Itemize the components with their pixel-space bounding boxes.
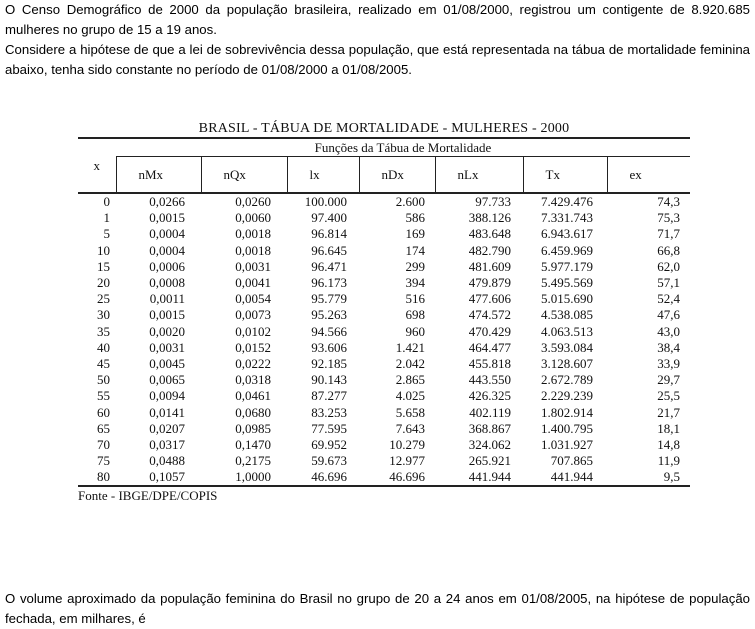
table-cell: 7.643 bbox=[395, 420, 425, 436]
table-cell: 0,0041 bbox=[235, 275, 271, 291]
table-cell: 40 bbox=[97, 339, 110, 355]
table-cell: 698 bbox=[405, 307, 425, 323]
table-row bbox=[78, 453, 690, 469]
table-cell: 1.400.795 bbox=[541, 420, 593, 436]
table-cell: 93.606 bbox=[311, 339, 347, 355]
table-row bbox=[78, 356, 690, 372]
table-cell: 96.173 bbox=[311, 275, 347, 291]
table-cell: 12.977 bbox=[389, 453, 425, 469]
table-cell: 0,1470 bbox=[235, 436, 271, 452]
column-header: nQx bbox=[201, 157, 287, 194]
table-cell: 4.538.085 bbox=[541, 307, 593, 323]
table-cell: 60 bbox=[97, 404, 110, 420]
table-row bbox=[78, 372, 690, 388]
table-cell: 20 bbox=[97, 275, 110, 291]
table-cell: 97.733 bbox=[475, 194, 511, 210]
table-cell: 69.952 bbox=[311, 436, 347, 452]
table-cell: 0,0152 bbox=[235, 339, 271, 355]
table-cell: 477.606 bbox=[468, 291, 511, 307]
table-row bbox=[78, 259, 690, 275]
table-cell: 96.814 bbox=[311, 226, 347, 242]
table-cell: 10 bbox=[97, 242, 110, 258]
table-cell: 70 bbox=[97, 436, 110, 452]
table-cell: 1.802.914 bbox=[541, 404, 593, 420]
table-cell: 0,0004 bbox=[149, 242, 185, 258]
table-cell: 5.977.179 bbox=[541, 258, 593, 274]
table-cell: 35 bbox=[97, 323, 110, 339]
table-cell: 1,0000 bbox=[201, 469, 287, 486]
table-cell: 0,0031 bbox=[235, 258, 271, 274]
table-cell: 97.400 bbox=[311, 210, 347, 226]
table-cell: 470.429 bbox=[468, 323, 511, 339]
table-cell: 75,3 bbox=[657, 210, 681, 226]
table-cell: 25 bbox=[97, 291, 110, 307]
table-cell: 426.325 bbox=[468, 388, 511, 404]
table-cell: 43,0 bbox=[657, 323, 681, 339]
table-cell: 46.696 bbox=[359, 469, 435, 486]
functions-subheader: Funções da Tábua de Mortalidade bbox=[116, 138, 690, 157]
table-cell: 100.000 bbox=[304, 194, 347, 210]
table-cell: 75 bbox=[97, 453, 110, 469]
table-cell: 1.421 bbox=[395, 339, 425, 355]
table-row bbox=[78, 469, 690, 486]
table-cell: 65 bbox=[97, 420, 110, 436]
table-cell: 474.572 bbox=[468, 307, 511, 323]
table-cell: 707.865 bbox=[550, 453, 593, 469]
table-cell: 18,1 bbox=[657, 420, 681, 436]
table-cell: 464.477 bbox=[468, 339, 511, 355]
table-cell: 2.229.239 bbox=[541, 388, 593, 404]
table-title: BRASIL - TÁBUA DE MORTALIDADE - MULHERES - 2000 bbox=[198, 121, 570, 136]
table-cell: 59.673 bbox=[311, 453, 347, 469]
table-cell: 481.609 bbox=[468, 258, 511, 274]
table-cell: 30 bbox=[97, 307, 110, 323]
table-cell: 38,4 bbox=[657, 339, 681, 355]
table-cell: 7.331.743 bbox=[541, 210, 593, 226]
table-cell: 3.128.607 bbox=[541, 355, 593, 371]
table-body bbox=[78, 193, 690, 486]
table-row bbox=[78, 291, 690, 307]
table-cell: 388.126 bbox=[468, 210, 511, 226]
table-row bbox=[78, 226, 690, 242]
table-cell: 455.818 bbox=[468, 355, 511, 371]
table-cell: 0,2175 bbox=[235, 453, 271, 469]
column-header: nDx bbox=[359, 157, 435, 194]
table-cell: 4.063.513 bbox=[541, 323, 593, 339]
table-cell: 0,0318 bbox=[235, 372, 271, 388]
table-cell: 394 bbox=[405, 275, 425, 291]
table-source: Fonte - IBGE/DPE/COPIS bbox=[78, 488, 218, 504]
table-cell: 0,0680 bbox=[235, 404, 271, 420]
table-row bbox=[78, 210, 690, 226]
table-cell: 4.025 bbox=[395, 388, 425, 404]
table-cell: 57,1 bbox=[657, 275, 681, 291]
table-cell: 7.429.476 bbox=[541, 194, 593, 210]
table-cell: 174 bbox=[405, 242, 425, 258]
column-header: Tx bbox=[523, 157, 607, 194]
table-cell: 0,0004 bbox=[149, 226, 185, 242]
table-cell: 324.062 bbox=[468, 436, 511, 452]
table-cell: 66,8 bbox=[657, 242, 681, 258]
table-cell: 586 bbox=[405, 210, 425, 226]
table-cell: 10.279 bbox=[389, 436, 425, 452]
table-cell: 516 bbox=[405, 291, 425, 307]
table-cell: 1.031.927 bbox=[541, 436, 593, 452]
table-cell: 94.566 bbox=[311, 323, 347, 339]
table-cell: 0,0018 bbox=[235, 226, 271, 242]
table-cell: 52,4 bbox=[657, 291, 681, 307]
table-cell: 0,1057 bbox=[116, 469, 201, 486]
table-cell: 0,0094 bbox=[149, 388, 185, 404]
table-cell: 169 bbox=[405, 226, 425, 242]
table-cell: 96.471 bbox=[311, 258, 347, 274]
table-cell: 15 bbox=[97, 258, 110, 274]
table-cell: 0,0011 bbox=[149, 291, 185, 307]
table-cell: 402.119 bbox=[469, 404, 511, 420]
table-cell: 21,7 bbox=[657, 404, 681, 420]
table-cell: 2.672.789 bbox=[541, 372, 593, 388]
table-cell: 5.658 bbox=[395, 404, 425, 420]
table-cell: 0,0065 bbox=[149, 372, 185, 388]
column-header: ex bbox=[607, 157, 690, 194]
table-cell: 2.600 bbox=[395, 194, 425, 210]
table-cell: 483.648 bbox=[468, 226, 511, 242]
intro-paragraph-census: O Censo Demográfico de 2000 da população brasileira, realizado em 01/08/2000, registrou um contigente de 8.920.685 mulheres no grupo de 15 a 19 anos. bbox=[5, 2, 750, 37]
table-cell: 55 bbox=[97, 388, 110, 404]
mortality-table bbox=[78, 137, 690, 487]
table-cell: 47,6 bbox=[657, 307, 681, 323]
table-cell: 1 bbox=[103, 210, 110, 226]
table-cell: 2.042 bbox=[395, 355, 425, 371]
column-header: nLx bbox=[435, 157, 523, 194]
table-cell: 14,8 bbox=[657, 436, 681, 452]
table-cell: 71,7 bbox=[657, 226, 681, 242]
table-cell: 46.696 bbox=[287, 469, 359, 486]
table-cell: 0,0020 bbox=[149, 323, 185, 339]
table-cell: 479.879 bbox=[468, 275, 511, 291]
table-row bbox=[78, 340, 690, 356]
table-cell: 0,0266 bbox=[149, 194, 185, 210]
table-cell: 443.550 bbox=[468, 372, 511, 388]
table-cell: 50 bbox=[97, 372, 110, 388]
table-cell: 0,0985 bbox=[235, 420, 271, 436]
table-cell: 0,0073 bbox=[235, 307, 271, 323]
table-row bbox=[78, 275, 690, 291]
table-cell: 95.263 bbox=[311, 307, 347, 323]
table-cell: 0,0461 bbox=[235, 388, 271, 404]
table-row bbox=[78, 243, 690, 259]
table-cell: 80 bbox=[78, 469, 116, 486]
table-cell: 0,0488 bbox=[149, 453, 185, 469]
table-cell: 0,0018 bbox=[235, 242, 271, 258]
table-row bbox=[78, 388, 690, 404]
table-cell: 87.277 bbox=[311, 388, 347, 404]
table-row bbox=[78, 324, 690, 340]
table-row bbox=[78, 307, 690, 323]
table-cell: 3.593.084 bbox=[541, 339, 593, 355]
table-cell: 62,0 bbox=[657, 258, 681, 274]
table-cell: 0,0222 bbox=[235, 355, 271, 371]
table-cell: 96.645 bbox=[311, 242, 347, 258]
table-cell: 441.944 bbox=[435, 469, 523, 486]
table-cell: 0,0141 bbox=[149, 404, 185, 420]
table-cell: 6.943.617 bbox=[541, 226, 593, 242]
mortality-table-figure bbox=[78, 121, 690, 504]
table-row bbox=[78, 437, 690, 453]
table-cell: 441.944 bbox=[523, 469, 607, 486]
table-cell: 0,0102 bbox=[235, 323, 271, 339]
table-cell: 0,0006 bbox=[149, 258, 185, 274]
table-row bbox=[78, 193, 690, 210]
table-cell: 45 bbox=[97, 355, 110, 371]
table-cell: 90.143 bbox=[311, 372, 347, 388]
table-cell: 0,0054 bbox=[235, 291, 271, 307]
table-cell: 5.495.569 bbox=[541, 275, 593, 291]
table-cell: 74,3 bbox=[657, 194, 681, 210]
table-cell: 482.790 bbox=[468, 242, 511, 258]
table-cell: 0 bbox=[103, 194, 110, 210]
table-cell: 95.779 bbox=[311, 291, 347, 307]
table-cell: 0,0045 bbox=[149, 355, 185, 371]
table-cell: 299 bbox=[405, 258, 425, 274]
table-cell: 83.253 bbox=[311, 404, 347, 420]
table-cell: 368.867 bbox=[468, 420, 511, 436]
table-cell: 5.015.690 bbox=[541, 291, 593, 307]
column-header: lx bbox=[287, 157, 359, 194]
intro-paragraph-hypothesis: Considere a hipótese de que a lei de sobrevivência dessa população, que está representada na tábua de mortalidade feminina abaixo, tenha sido constante no período de 01/08/2000 a 01/08/2005. bbox=[5, 42, 750, 77]
table-cell: 92.185 bbox=[311, 355, 347, 371]
table-cell: 5 bbox=[103, 226, 110, 242]
table-cell: 11,9 bbox=[657, 453, 681, 469]
table-cell: 0,0260 bbox=[235, 194, 271, 210]
table-cell: 0,0015 bbox=[149, 210, 185, 226]
table-cell: 2.865 bbox=[395, 372, 425, 388]
table-cell: 33,9 bbox=[657, 355, 681, 371]
x-column-header: x bbox=[78, 138, 116, 193]
table-cell: 25,5 bbox=[657, 388, 681, 404]
question-text: O volume aproximado da população feminina do Brasil no grupo de 20 a 24 anos em 01/08/2005, na hipótese de população fechada, em milhares, é bbox=[5, 591, 750, 626]
column-header: nMx bbox=[116, 157, 201, 194]
table-cell: 0,0015 bbox=[149, 307, 185, 323]
table-row bbox=[78, 421, 690, 437]
table-row bbox=[78, 404, 690, 420]
table-cell: 0,0008 bbox=[149, 275, 185, 291]
table-cell: 0,0317 bbox=[149, 436, 185, 452]
table-cell: 265.921 bbox=[468, 453, 511, 469]
table-cell: 6.459.969 bbox=[541, 242, 593, 258]
table-cell: 29,7 bbox=[657, 372, 681, 388]
table-cell: 9,5 bbox=[607, 469, 690, 486]
table-cell: 0,0060 bbox=[235, 210, 271, 226]
table-cell: 0,0207 bbox=[149, 420, 185, 436]
table-cell: 0,0031 bbox=[149, 339, 185, 355]
table-cell: 960 bbox=[405, 323, 425, 339]
table-cell: 77.595 bbox=[311, 420, 347, 436]
